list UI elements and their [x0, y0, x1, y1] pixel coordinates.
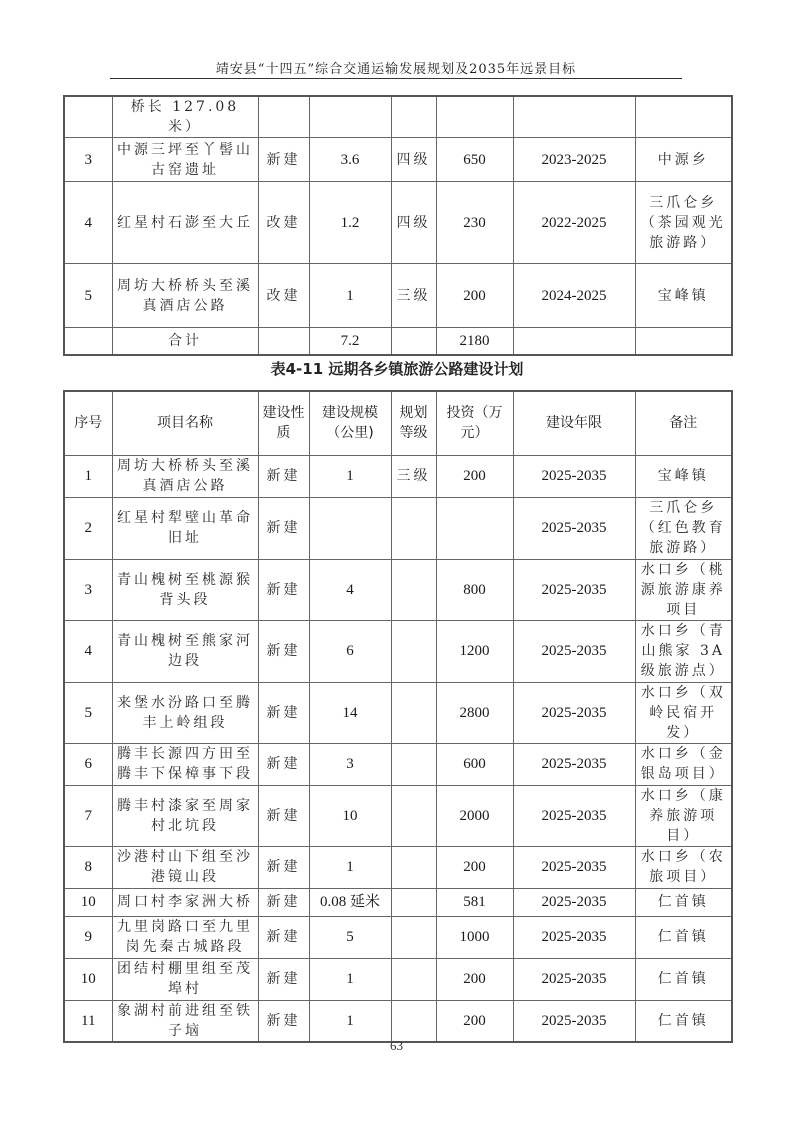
page-number: 63	[390, 1038, 403, 1053]
total-no	[64, 328, 112, 355]
cell-note: 水口乡（青山熊家 3A 级旅游点）	[635, 620, 732, 682]
cell-investment: 200	[436, 958, 513, 1000]
cell-investment: 1200	[436, 620, 513, 682]
cell-type: 新建	[258, 620, 309, 682]
cell-investment: 2800	[436, 682, 513, 743]
cell-scale: 5	[309, 916, 391, 958]
cell-note: 中源乡	[635, 138, 732, 182]
cell-type: 新建	[258, 455, 309, 497]
cell-type: 改建	[258, 182, 309, 264]
cell-grade	[391, 743, 436, 785]
cell-name: 桥长 127.08 米）	[112, 96, 258, 138]
cell-period: 2025-2035	[513, 958, 635, 1000]
cell-type: 新建	[258, 916, 309, 958]
table-row	[64, 620, 732, 682]
cell-note: 三爪仑乡（红色教育旅游路）	[635, 497, 732, 559]
cell-name: 象湖村前进组至铁子垴	[112, 1000, 258, 1042]
cell-period: 2025-2035	[513, 785, 635, 846]
table-row	[64, 497, 732, 559]
cell-grade	[391, 888, 436, 916]
cell-no: 3	[64, 559, 112, 620]
header-period: 建设年限	[513, 391, 635, 455]
cell-name: 周坊大桥桥头至溪真酒店公路	[112, 455, 258, 497]
header-scale: 建设规模（公里)	[309, 391, 391, 455]
cell-grade	[391, 96, 436, 138]
cell-scale: 3	[309, 743, 391, 785]
cell-investment	[436, 96, 513, 138]
cell-name: 来堡水汾路口至腾丰上岭组段	[112, 682, 258, 743]
cell-investment: 581	[436, 888, 513, 916]
table-row	[64, 682, 732, 743]
total-grade	[391, 328, 436, 355]
cell-period: 2025-2035	[513, 916, 635, 958]
cell-scale: 1	[309, 846, 391, 888]
total-row	[64, 328, 732, 355]
cell-no: 4	[64, 620, 112, 682]
cell-name: 腾丰村漆家至周家村北坑段	[112, 785, 258, 846]
cell-no: 1	[64, 455, 112, 497]
cell-note: 仁首镇	[635, 1000, 732, 1042]
cell-name: 红星村石澎至大丘	[112, 182, 258, 264]
table-caption: 表4-11 远期各乡镇旅游公路建设计划	[270, 360, 524, 378]
cell-type: 新建	[258, 846, 309, 888]
cell-name: 青山槐树至熊家河边段	[112, 620, 258, 682]
cell-type: 新建	[258, 958, 309, 1000]
cell-investment: 200	[436, 455, 513, 497]
cell-investment: 200	[436, 264, 513, 328]
cell-name: 周坊大桥桥头至溪真酒店公路	[112, 264, 258, 328]
cell-no: 4	[64, 182, 112, 264]
cell-grade	[391, 497, 436, 559]
cell-period: 2025-2035	[513, 497, 635, 559]
cell-grade	[391, 1000, 436, 1042]
cell-grade	[391, 916, 436, 958]
cell-period: 2025-2035	[513, 559, 635, 620]
cell-no: 2	[64, 497, 112, 559]
cell-period: 2022-2025	[513, 182, 635, 264]
cell-investment: 1000	[436, 916, 513, 958]
table-continued	[63, 95, 733, 356]
cell-scale: 0.08 延米	[309, 888, 391, 916]
cell-no: 5	[64, 264, 112, 328]
cell-note: 仁首镇	[635, 958, 732, 1000]
cell-note: 水口乡（康养旅游项目）	[635, 785, 732, 846]
total-label: 合计	[112, 328, 258, 355]
cell-note: 宝峰镇	[635, 455, 732, 497]
running-header: 靖安县“十四五”综合交通运输发展规划及2035年远景目标	[215, 62, 577, 77]
table-row	[64, 846, 732, 888]
cell-grade	[391, 682, 436, 743]
table-row	[64, 138, 732, 182]
cell-period: 2025-2035	[513, 620, 635, 682]
cell-period: 2025-2035	[513, 888, 635, 916]
cell-no: 6	[64, 743, 112, 785]
table-row	[64, 1000, 732, 1042]
cell-no: 3	[64, 138, 112, 182]
table-row	[64, 264, 732, 328]
cell-grade	[391, 846, 436, 888]
cell-no: 10	[64, 888, 112, 916]
cell-period: 2025-2035	[513, 682, 635, 743]
table-row	[64, 559, 732, 620]
table-row	[64, 958, 732, 1000]
cell-no: 8	[64, 846, 112, 888]
cell-no: 5	[64, 682, 112, 743]
cell-grade: 四级	[391, 182, 436, 264]
cell-name: 青山槐树至桃源猴背头段	[112, 559, 258, 620]
cell-note: 仁首镇	[635, 916, 732, 958]
cell-note: 水口乡（桃源旅游康养项目	[635, 559, 732, 620]
cell-type	[258, 96, 309, 138]
cell-scale: 3.6	[309, 138, 391, 182]
cell-scale: 1	[309, 264, 391, 328]
table-row	[64, 888, 732, 916]
cell-note: 仁首镇	[635, 888, 732, 916]
cell-type: 新建	[258, 1000, 309, 1042]
cell-scale: 1.2	[309, 182, 391, 264]
cell-note: 水口乡（双岭民宿开发）	[635, 682, 732, 743]
cell-no	[64, 96, 112, 138]
cell-grade	[391, 559, 436, 620]
header-note: 备注	[635, 391, 732, 455]
cell-investment: 200	[436, 1000, 513, 1042]
cell-note: 宝峰镇	[635, 264, 732, 328]
cell-type: 新建	[258, 559, 309, 620]
cell-grade: 四级	[391, 138, 436, 182]
cell-investment: 230	[436, 182, 513, 264]
cell-period: 2025-2035	[513, 743, 635, 785]
cell-investment: 650	[436, 138, 513, 182]
header-name: 项目名称	[112, 391, 258, 455]
cell-name: 红星村犁壁山革命旧址	[112, 497, 258, 559]
cell-note	[635, 96, 732, 138]
cell-scale: 10	[309, 785, 391, 846]
cell-scale: 1	[309, 958, 391, 1000]
cell-name: 团结村棚里组至茂埠村	[112, 958, 258, 1000]
table-row	[64, 916, 732, 958]
total-investment: 2180	[436, 328, 513, 355]
cell-scale: 14	[309, 682, 391, 743]
table-header-row	[64, 391, 732, 455]
cell-type: 新建	[258, 785, 309, 846]
total-scale: 7.2	[309, 328, 391, 355]
table-row	[64, 455, 732, 497]
cell-period: 2025-2035	[513, 1000, 635, 1042]
cell-type: 新建	[258, 138, 309, 182]
cell-no: 7	[64, 785, 112, 846]
cell-scale: 1	[309, 455, 391, 497]
header-rule	[110, 78, 682, 79]
cell-type: 新建	[258, 497, 309, 559]
cell-name: 中源三坪至丫髻山古窑遗址	[112, 138, 258, 182]
cell-name: 周口村李家洲大桥	[112, 888, 258, 916]
cell-name: 九里岗路口至九里岗先秦古城路段	[112, 916, 258, 958]
cell-name: 腾丰长源四方田至腾丰下保樟事下段	[112, 743, 258, 785]
table-row	[64, 182, 732, 264]
cell-period: 2023-2025	[513, 138, 635, 182]
total-period	[513, 328, 635, 355]
total-note	[635, 328, 732, 355]
table-row	[64, 785, 732, 846]
cell-type: 新建	[258, 743, 309, 785]
cell-period: 2025-2035	[513, 455, 635, 497]
cell-investment: 200	[436, 846, 513, 888]
cell-no: 10	[64, 958, 112, 1000]
header-investment: 投资（万元）	[436, 391, 513, 455]
cell-grade	[391, 785, 436, 846]
cell-note: 三爪仑乡（茶园观光旅游路）	[635, 182, 732, 264]
table-row	[64, 96, 732, 138]
cell-no: 11	[64, 1000, 112, 1042]
cell-scale	[309, 96, 391, 138]
cell-scale: 4	[309, 559, 391, 620]
cell-note: 水口乡（金银岛项目）	[635, 743, 732, 785]
cell-scale: 1	[309, 1000, 391, 1042]
cell-grade: 三级	[391, 455, 436, 497]
cell-name: 沙港村山下组至沙港镜山段	[112, 846, 258, 888]
cell-type: 新建	[258, 888, 309, 916]
cell-period: 2024-2025	[513, 264, 635, 328]
cell-grade	[391, 958, 436, 1000]
cell-investment: 600	[436, 743, 513, 785]
header-grade: 规划等级	[391, 391, 436, 455]
table-row	[64, 743, 732, 785]
cell-note: 水口乡（农旅项目）	[635, 846, 732, 888]
cell-investment: 800	[436, 559, 513, 620]
total-type	[258, 328, 309, 355]
cell-type: 新建	[258, 682, 309, 743]
cell-investment: 2000	[436, 785, 513, 846]
cell-period	[513, 96, 635, 138]
cell-grade: 三级	[391, 264, 436, 328]
cell-scale	[309, 497, 391, 559]
cell-scale: 6	[309, 620, 391, 682]
cell-type: 改建	[258, 264, 309, 328]
cell-grade	[391, 620, 436, 682]
header-no: 序号	[64, 391, 112, 455]
cell-no: 9	[64, 916, 112, 958]
cell-investment	[436, 497, 513, 559]
table-4-11	[63, 390, 733, 1043]
header-type: 建设性质	[258, 391, 309, 455]
cell-period: 2025-2035	[513, 846, 635, 888]
